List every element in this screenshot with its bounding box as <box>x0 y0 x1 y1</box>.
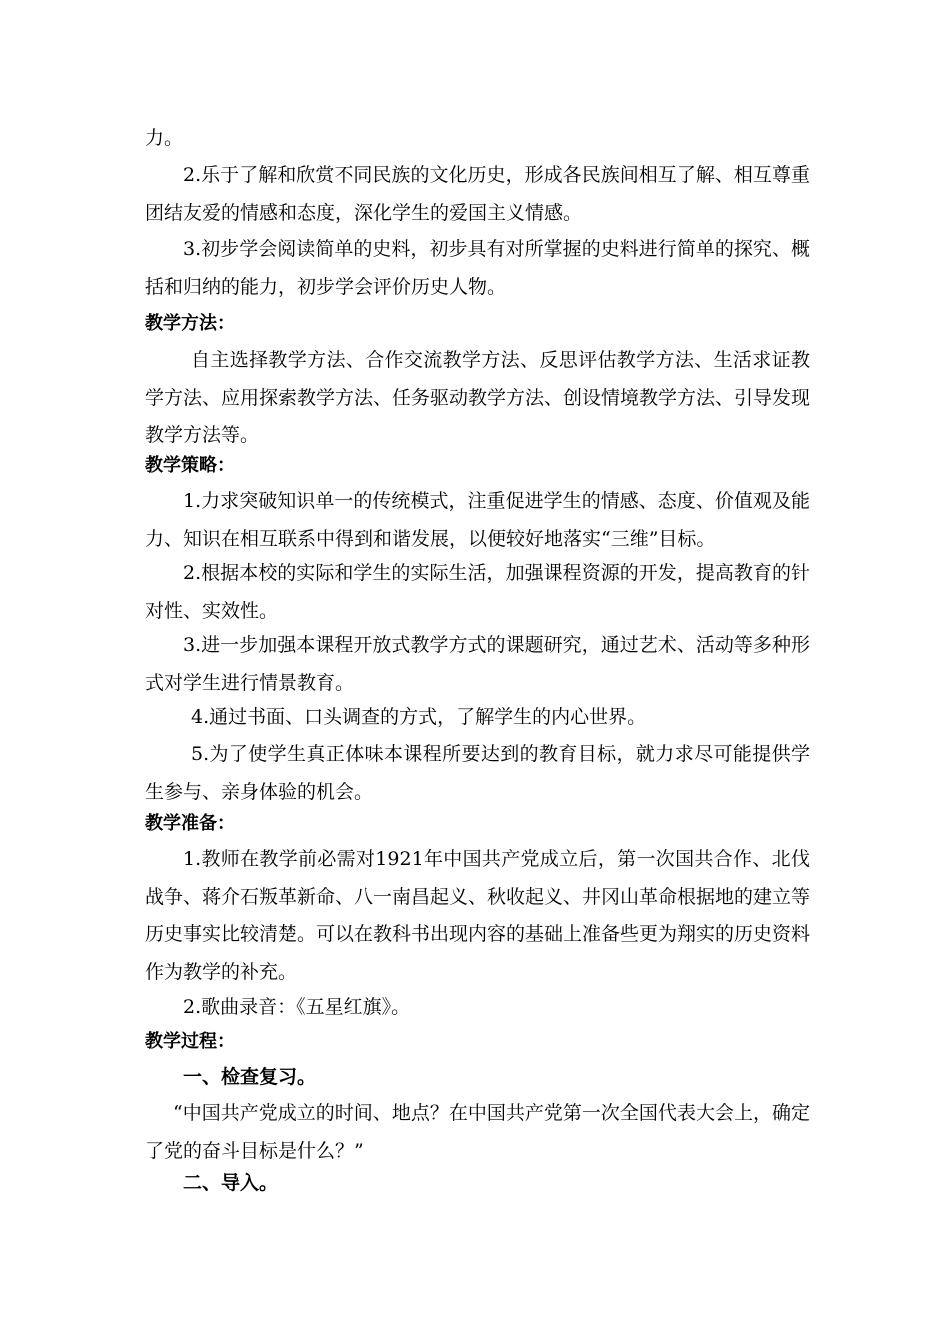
paragraph-continuation: 力。 <box>145 127 184 149</box>
teaching-method-text: 自主选择教学方法、合作交流教学方法、反思评估教学方法、生活求证教学方法、应用探索教学方法、任务驱动教学方法、创设情境教学方法、引导发现教学方法等。 <box>145 349 811 446</box>
strategy-item-4: 4.通过书面、口头调查的方式，了解学生的内心世界。 <box>191 706 647 728</box>
objective-item-3: 3.初步学会阅读简单的史料，初步具有对所掌握的史料进行简单的探究、概括和归纳的能力，初步学会评价历史人物。 <box>145 238 810 298</box>
objective-item-2: 2.乐于了解和欣赏不同民族的文化历史，形成各民族间相互了解、相互尊重团结友爱的情感和态度，深化学生的爱国主义情感。 <box>145 164 810 224</box>
process-step-2: 二、导入。 <box>183 1172 279 1194</box>
preparation-item-2: 2.歌曲录音：《五星红旗》。 <box>183 996 411 1018</box>
strategy-item-5: 5.为了使学生真正体味本课程所要达到的教育目标，就力求尽可能提供学生参与、亲身体验的机会。 <box>145 743 810 803</box>
heading-teaching-preparation: 教学准备： <box>145 813 235 834</box>
strategy-item-1: 1.力求突破知识单一的传统模式，注重促进学生的情感、态度、价值观及能力、知识在相互联系中得到和谐发展，以便较好地落实“三维”目标。 <box>145 490 810 550</box>
strategy-item-2: 2.根据本校的实际和学生的实际生活，加强课程资源的开发，提高教育的针对性、实效性。 <box>145 562 810 622</box>
review-question: “中国共产党成立的时间、地点？在中国共产党第一次全国代表大会上，确定了党的奋斗目标是什么？” <box>145 1102 810 1162</box>
process-step-1: 一、检查复习。 <box>183 1066 317 1088</box>
strategy-item-3: 3.进一步加强本课程开放式教学方式的课题研究，通过艺术、活动等多种形式对学生进行情景教育。 <box>145 634 810 694</box>
preparation-item-1: 1.教师在教学前必需对1921年中国共产党成立后，第一次国共合作、北伐战争、蒋介石叛革新命、八一南昌起义、秋收起义、井冈山革命根据地的建立等历史事实比较清楚。可以在教科书出现内容的基础上准备些更为翔实的历史资料作为教学的补充。 <box>145 848 811 983</box>
heading-teaching-process: 教学过程： <box>145 1031 235 1052</box>
heading-teaching-method: 教学方法： <box>145 313 235 334</box>
heading-teaching-strategy: 教学策略： <box>145 455 235 476</box>
